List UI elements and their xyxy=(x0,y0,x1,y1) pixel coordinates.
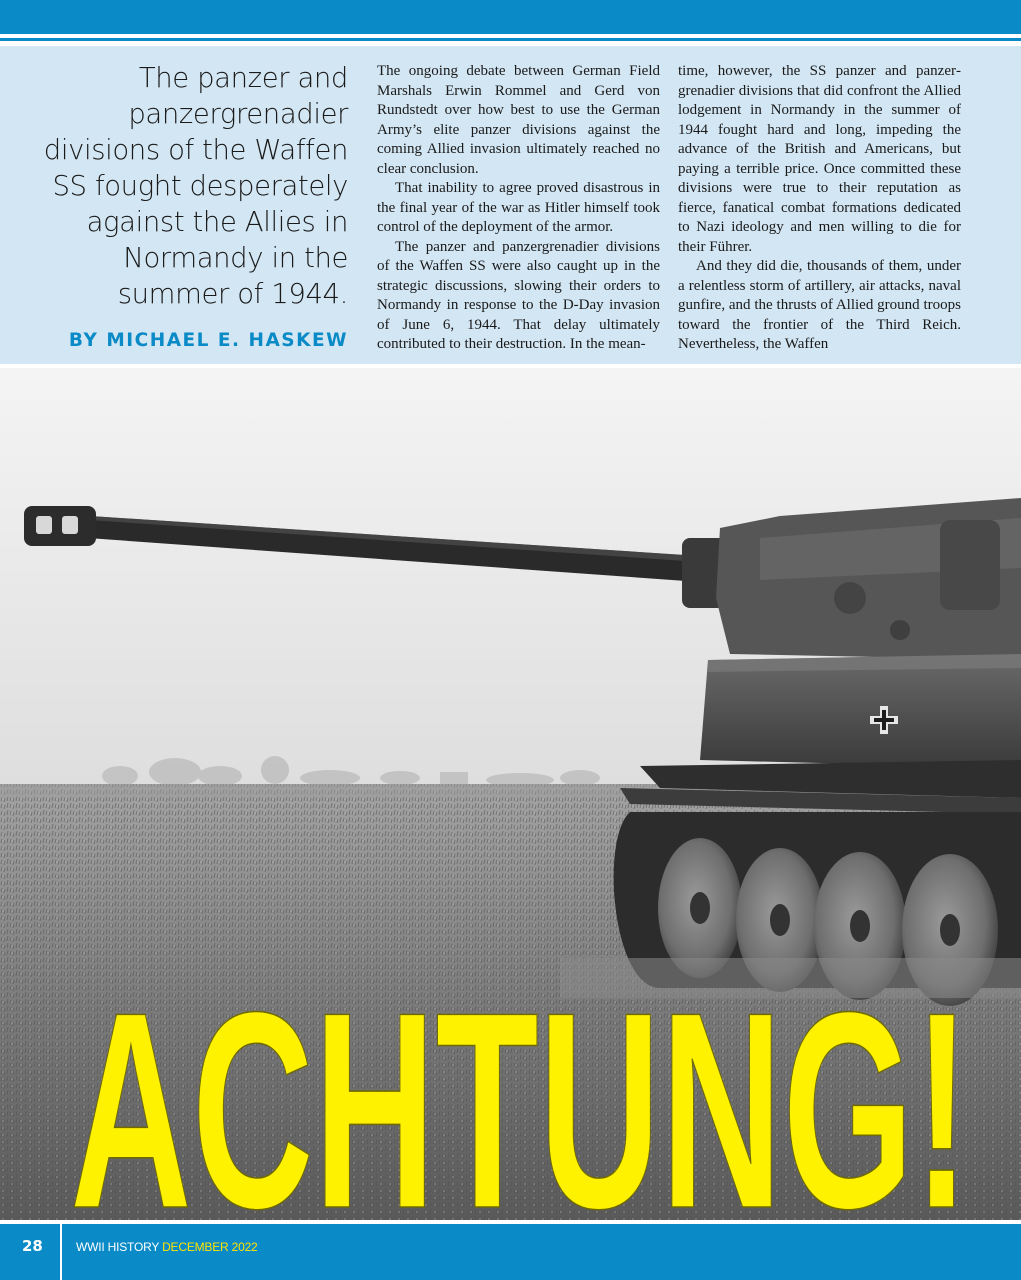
deck-line: Normandy in the xyxy=(123,242,348,274)
body-paragraph: The panzer and panzergrenadier divisions of the Waffen SS were also caught up in the strategic discussions, slowing their orders to Normandy in response to the D-Day invasion of June 6, 1944. That delay ultimately contributed to their destruction. In the mean- xyxy=(377,238,660,352)
body-paragraph: time, however, the SS panzer and panzergrenadier divisions that did confront the Allied lodgement in Normandy in the summer of 1944 fought hard and long, impeding the advance of the British and Americans, but paying a terrible price. Once committed these divisions were true to their reputation as fierce, fanatical combat formations dedicated to Nazi ideology and men willing to die for their Führer. xyxy=(678,63,961,255)
body-paragraph: And they did die, thousands of them, under a relentless storm of artillery, air attacks, naval gunfire, and the thrusts of Allied ground troops toward the frontier of the Third Reich. Nevertheless, the Waffen xyxy=(678,258,961,352)
body-paragraph: That inability to agree proved disastrous in the final year of the war as Hitler himself took control of the deployment of the armor. xyxy=(377,180,660,235)
magazine-name: WWII HISTORY xyxy=(76,1240,159,1254)
byline: BY MICHAEL E. HASKEW xyxy=(68,330,348,351)
article-deck xyxy=(20,60,348,312)
deck-line: The panzer and xyxy=(138,62,348,94)
top-color-bar xyxy=(0,0,1021,34)
body-paragraph: The ongoing debate between German Field Marshals Erwin Rommel and Gerd von Rundstedt over how best to use the German Army’s elite panzer divisions against the coming Allied invasion ultimately reached no clear conclusion. xyxy=(377,63,660,177)
body-column-1 xyxy=(377,62,660,352)
top-rule xyxy=(0,38,1021,41)
deck-line: summer of 1944. xyxy=(117,278,348,310)
headline xyxy=(60,985,980,1215)
running-head xyxy=(76,1240,258,1254)
deck-line: panzergrenadier xyxy=(128,98,348,130)
page-number: 28 xyxy=(22,1237,43,1255)
footer-divider xyxy=(60,1224,62,1280)
body-column-2 xyxy=(678,62,961,352)
issue-date: DECEMBER 2022 xyxy=(162,1240,258,1254)
deck-line: against the Allies in xyxy=(86,206,348,238)
headline-text: ACHTUNG! xyxy=(70,985,970,1215)
deck-line: divisions of the Waffen xyxy=(43,134,348,166)
deck-line: SS fought desperately xyxy=(52,170,348,202)
